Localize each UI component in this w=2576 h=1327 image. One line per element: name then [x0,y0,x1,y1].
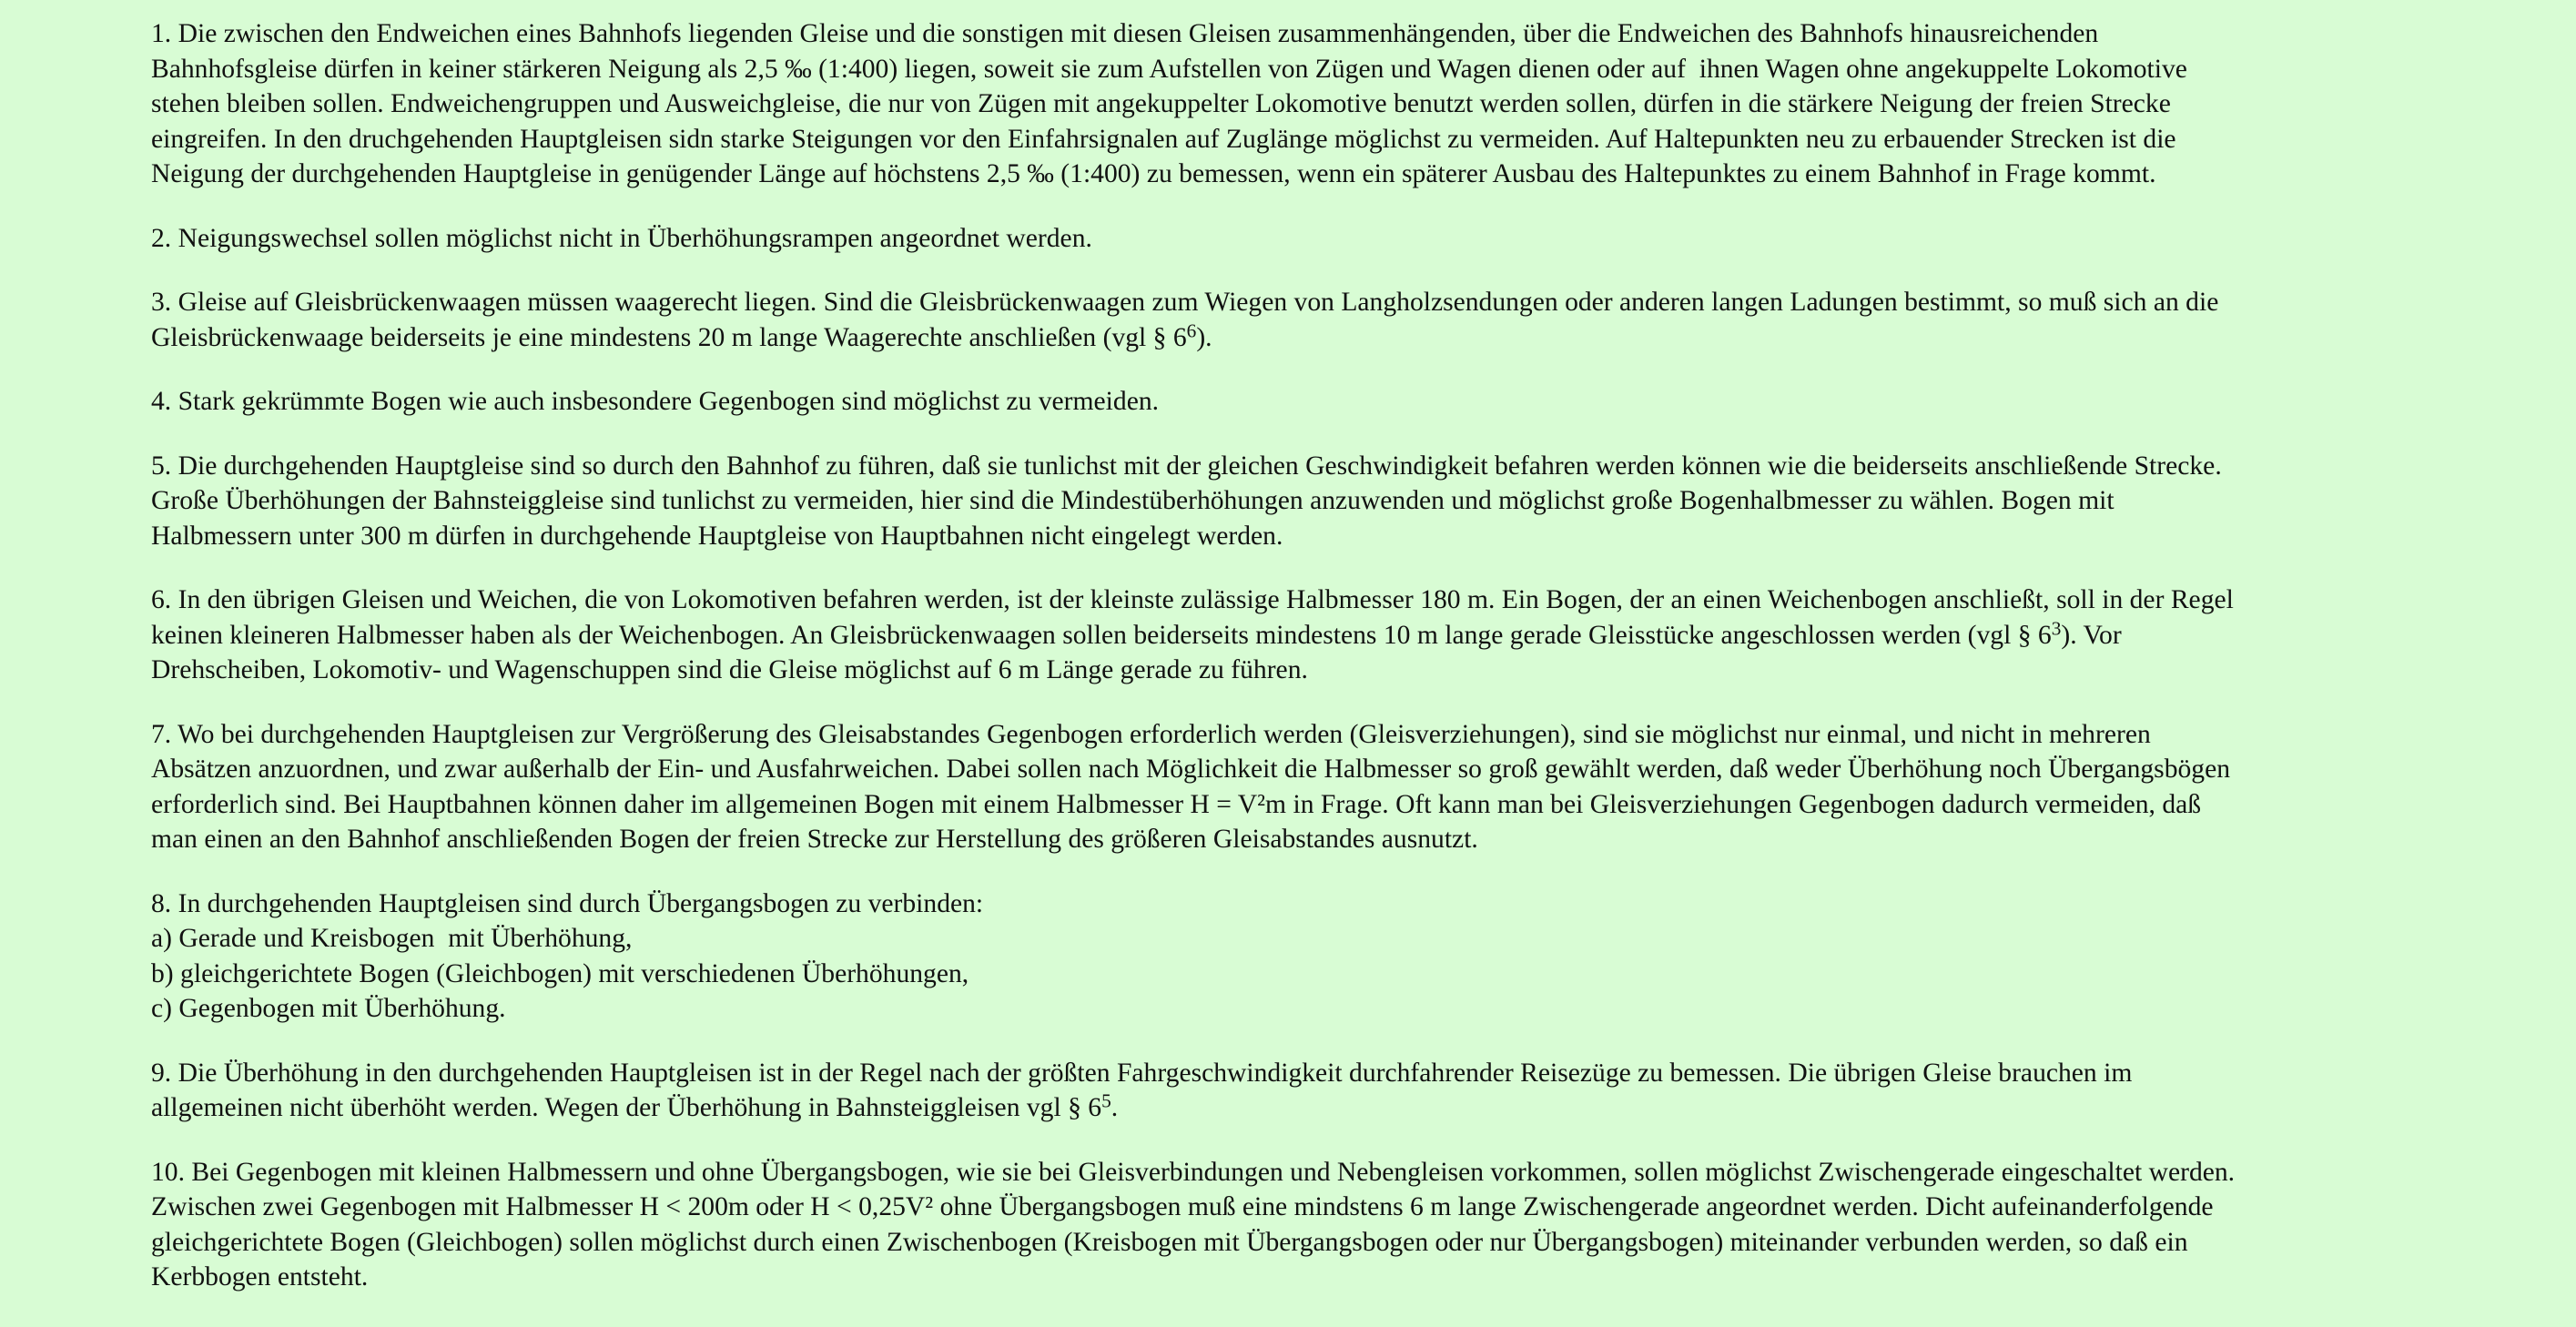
paragraph-8 [151,886,2554,1027]
text-segment: stehen bleiben sollen. Endweichengruppen und Ausweichgleise, die nur von Zügen mit angekuppelter Lokomotive benutzt werden sollen, dürfen in die stärkere Neigung der freien Strecke [151,89,2171,118]
paragraph-9 [151,1056,2554,1126]
paragraph-4 [151,384,2554,420]
text-segment: 1. Die zwischen den Endweichen eines Bahnhofs liegenden Gleise und die sonstigen mit diesen Gleisen zusammenhängenden, über die Endweichen des Bahnhofs hinausreichenden [151,19,2099,48]
text-line [151,483,2554,519]
text-line [151,320,2554,356]
text-line [151,285,2554,320]
text-segment: gleichgerichtete Bogen (Gleichbogen) sollen möglichst durch einen Zwischenbogen (Kreisbogen mit Übergangsbogen oder nur Übergangsbogen) miteinander verbunden werden, so daß ein [151,1227,2188,1257]
text-segment: ). Vor [2061,620,2122,650]
text-line [151,886,2554,922]
text-segment: 3. Gleise auf Gleisbrückenwaagen müssen waagerecht liegen. Sind die Gleisbrückenwaagen zum Wiegen von Langholzsendungen oder anderen langen Ladungen bestimmt, so muß sich an die [151,288,2219,317]
paragraph-6 [151,582,2554,688]
text-segment: Halbmessern unter 300 m dürfen in durchgehende Hauptgleise von Hauptbahnen nicht eingelegt werden. [151,521,1283,551]
text-segment: 8. In durchgehenden Hauptgleisen sind durch Übergangsbogen zu verbinden: [151,888,984,918]
paragraph-3 [151,285,2554,355]
text-line [151,221,2554,257]
text-segment: keinen kleineren Halbmesser haben als der Weichenbogen. An Gleisbrückenwaagen sollen beiderseits mindestens 10 m lange gerade Gleisstücke angeschlossen werden (vgl § 6 [151,620,2052,650]
text-line [151,582,2554,618]
text-segment: Zwischen zwei Gegenbogen mit Halbmesser H < 200m oder H < 0,25V² ohne Übergangsbogen muß eine mindstens 6 m lange Zwischengerade angeordnet werden. Dicht aufeinanderfolgende [151,1192,2214,1221]
text-line [151,618,2554,653]
text-segment: 6. In den übrigen Gleisen und Weichen, die von Lokomotiven befahren werden, ist der kleinste zulässige Halbmesser 180 m. Ein Bogen, der an einen Weichenbogen anschließt, soll in der Regel [151,585,2234,614]
text-segment: erforderlich sind. Bei Hauptbahnen können daher im allgemeinen Bogen mit einem Halbmesser H = V²m in Frage. Oft kann man bei Gleisverziehungen Gegenbogen dadurch vermeiden, daß [151,789,2202,819]
text-line [151,1090,2554,1126]
paragraph-7 [151,717,2554,857]
text-segment: Drehscheiben, Lokomotiv- und Wagenschuppen sind die Gleise möglichst auf 6 m Länge gerade zu führen. [151,655,1308,684]
text-segment: allgemeinen nicht überhöht werden. Wegen der Überhöhung in Bahnsteiggleisen vgl § 6 [151,1093,1102,1122]
text-line [151,122,2554,157]
text-line [151,157,2554,192]
text-line [151,86,2554,122]
text-line [151,822,2554,857]
text-segment: 7. Wo bei durchgehenden Hauptgleisen zur Vergrößerung des Gleisabstandes Gegenbogen erforderlich werden (Gleisverziehungen), sind sie möglichst nur einmal, und nicht in mehreren [151,719,2151,749]
superscript-reference: 5 [1101,1089,1111,1112]
text-segment: eingreifen. In den druchgehenden Hauptgleisen sidn starke Steigungen vor den Einfahrsignalen auf Zuglänge möglichst zu vermeiden. Auf Haltepunkten neu zu erbauender Strecken ist die [151,124,2176,154]
text-segment: b) gleichgerichtete Bogen (Gleichbogen) mit verschiedenen Überhöhungen, [151,958,969,988]
text-line [151,519,2554,554]
text-segment: man einen an den Bahnhof anschließenden Bogen der freien Strecke zur Herstellung des größeren Gleisabstandes ausnutzt. [151,825,1478,854]
text-segment: 9. Die Überhöhung in den durchgehenden Hauptgleisen ist in der Regel nach der größten Fahrgeschwindigkeit durchfahrender Reisezüge zu bemessen. Die übrigen Gleise brauchen im [151,1058,2133,1088]
text-segment: 2. Neigungswechsel sollen möglichst nicht in Überhöhungsrampen angeordnet werden. [151,223,1092,253]
text-segment: 5. Die durchgehenden Hauptgleise sind so durch den Bahnhof zu führen, daß sie tunlichst mit der gleichen Geschwindigkeit befahren werden können wie die beiderseits anschließende Strecke. [151,451,2222,481]
text-line [151,957,2554,992]
text-line [151,52,2554,87]
text-line [151,752,2554,787]
text-line [151,1056,2554,1091]
text-line [151,16,2554,52]
text-line [151,384,2554,420]
text-line [151,653,2554,688]
document-body [151,16,2554,1324]
paragraph-1 [151,16,2554,192]
paragraph-10 [151,1155,2554,1295]
text-segment: 4. Stark gekrümmte Bogen wie auch insbesondere Gegenbogen sind möglichst zu vermeiden. [151,387,1160,416]
text-line [151,787,2554,823]
text-segment: Große Überhöhungen der Bahnsteiggleise sind tunlichst zu vermeiden, hier sind die Mindestüberhöhungen anzuwenden und möglichst große Bogenhalbmesser zu wählen. Bogen mit [151,486,2115,515]
text-segment: Bahnhofsgleise dürfen in keiner stärkeren Neigung als 2,5 ‰ (1:400) liegen, soweit sie zum Aufstellen von Zügen und Wagen dienen oder auf ihnen Wagen ohne angekuppelte Lokomotive [151,54,2187,84]
text-segment: ). [1196,322,1212,352]
text-line [151,1260,2554,1295]
text-segment: Gleisbrückenwaage beiderseits je eine mindestens 20 m lange Waagerechte anschließen (vgl § 6 [151,322,1187,352]
superscript-reference: 6 [1186,319,1197,341]
text-segment: Kerbbogen entsteht. [151,1262,369,1292]
text-line [151,991,2554,1027]
text-segment: 10. Bei Gegenbogen mit kleinen Halbmessern und ohne Übergangsbogen, wie sie bei Gleisverbindungen und Nebengleisen vorkommen, sollen möglichst Zwischengerade eingeschaltet werden. [151,1157,2236,1187]
text-line [151,1155,2554,1190]
text-segment: . [1111,1093,1119,1122]
paragraph-2 [151,221,2554,257]
text-line [151,1190,2554,1225]
text-line [151,717,2554,753]
text-line [151,449,2554,484]
text-line [151,1225,2554,1261]
text-segment: a) Gerade und Kreisbogen mit Überhöhung, [151,924,633,953]
text-segment: Absätzen anzuordnen, und zwar außerhalb der Ein- und Ausfahrweichen. Dabei sollen nach Möglichkeit die Halbmesser so groß gewählt werden, daß weder Überhöhung noch Übergangsbögen [151,755,2231,784]
text-segment: c) Gegenbogen mit Überhöhung. [151,994,506,1023]
superscript-reference: 3 [2051,616,2062,639]
paragraph-5 [151,449,2554,554]
text-segment: Neigung der durchgehenden Hauptgleise in genügender Länge auf höchstens 2,5 ‰ (1:400) zu bemessen, wenn ein späterer Ausbau des Haltepunktes zu einem Bahnhof in Frage kommt. [151,159,2156,188]
text-line [151,921,2554,957]
